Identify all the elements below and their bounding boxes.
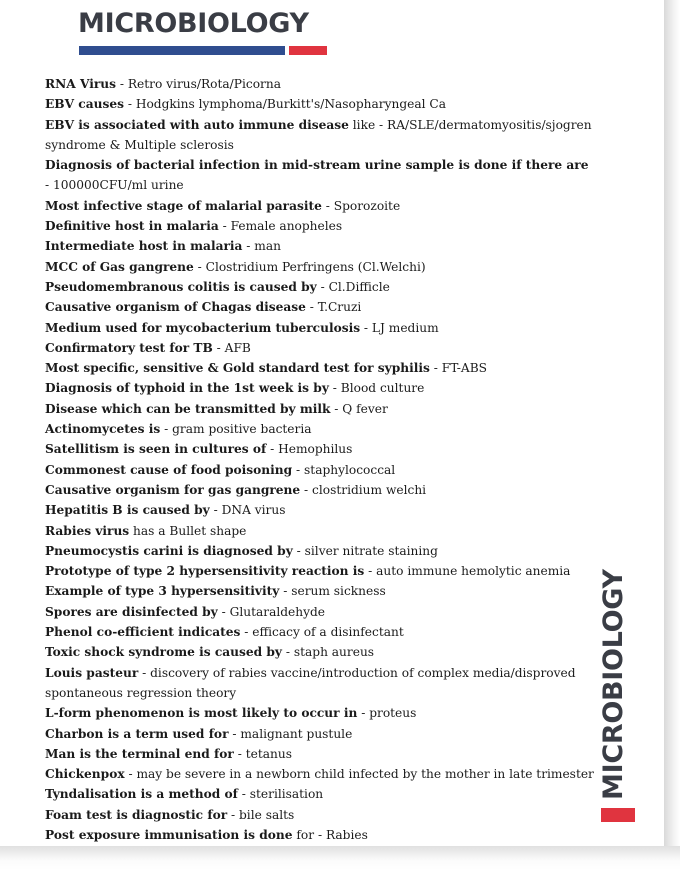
fact-answer: - silver nitrate staining	[292, 543, 438, 558]
fact-answer: like - RA/SLE/dermatomyositis/sjogren	[348, 117, 592, 132]
fact-line	[45, 541, 605, 561]
page-edge-right	[664, 0, 680, 870]
fact-continuation: syndrome & Multiple sclerosis	[45, 137, 234, 152]
fact-term: Satellitism is seen in cultures of	[45, 442, 267, 457]
fact-answer: - Q fever	[330, 401, 388, 416]
fact-line	[45, 561, 605, 581]
fact-term: Medium used for mycobacterium tuberculosis	[45, 320, 361, 335]
fact-term: Hepatitis B is caused by	[45, 503, 210, 518]
fact-line	[45, 764, 605, 784]
fact-line	[45, 257, 605, 277]
fact-line	[45, 663, 605, 683]
fact-term: Foam test is diagnostic for	[45, 807, 228, 822]
fact-answer: - tetanus	[233, 746, 292, 761]
fact-term: Rabies virus	[45, 523, 130, 538]
fact-answer: - Female anopheles	[218, 219, 343, 234]
fact-term: Causative organism of Chagas disease	[45, 300, 306, 315]
fact-line	[45, 74, 605, 94]
fact-answer: - efficacy of a disinfectant	[240, 625, 404, 640]
fact-term: Pseudomembranous colitis is caused by	[45, 279, 317, 294]
fact-line	[45, 236, 605, 256]
fact-line	[45, 703, 605, 723]
title-underline-blue	[79, 46, 285, 55]
fact-term: Most infective stage of malarial parasite	[45, 198, 322, 213]
fact-answer: - discovery of rabies vaccine/introduction of complex media/disproved	[138, 665, 576, 680]
fact-answer: - Cl.Difficle	[316, 279, 390, 294]
fact-answer: - Clostridium Perfringens (Cl.Welchi)	[193, 259, 426, 274]
fact-line	[45, 784, 605, 804]
title-underline-red	[289, 46, 327, 55]
fact-line	[45, 115, 605, 135]
page-edge-bottom	[0, 846, 680, 870]
fact-term: Definitive host in malaria	[45, 219, 219, 234]
fact-term: Actinomycetes is	[45, 422, 161, 437]
fact-line	[45, 196, 605, 216]
fact-line	[45, 216, 605, 236]
fact-term: Confirmatory test for TB	[45, 340, 213, 355]
fact-answer: - Hemophilus	[266, 442, 353, 457]
fact-answer: - auto immune hemolytic anemia	[364, 564, 571, 579]
fact-term: Charbon is a term used for	[45, 726, 229, 741]
fact-answer: - Retro virus/Rota/Picorna	[115, 77, 281, 91]
fact-term: Prototype of type 2 hypersensitivity reaction is	[45, 564, 365, 579]
fact-answer: - gram positive bacteria	[160, 422, 312, 437]
fact-answer: - man	[242, 239, 281, 254]
fact-answer: - T.Cruzi	[305, 300, 362, 315]
fact-answer: - DNA virus	[209, 503, 286, 518]
fact-line	[45, 378, 605, 398]
fact-answer: - LJ medium	[360, 320, 439, 335]
fact-term: Example of type 3 hypersensitivity	[45, 584, 280, 599]
fact-continuation: spontaneous regression theory	[45, 685, 237, 700]
fact-line	[45, 399, 605, 419]
fact-line	[45, 480, 605, 500]
fact-answer: - Hodgkins lymphoma/Burkitt's/Nasopharyngeal Ca	[123, 97, 446, 112]
fact-answer: - Glutaraldehyde	[217, 604, 325, 619]
fact-line	[45, 724, 605, 744]
fact-line	[45, 338, 605, 358]
fact-line	[45, 318, 605, 338]
fact-line	[45, 419, 605, 439]
fact-line	[45, 744, 605, 764]
fact-answer: - may be severe in a newborn child infected by the mother in late trimester	[124, 767, 594, 782]
fact-term: Diagnosis of typhoid in the 1st week is by	[45, 381, 329, 396]
fact-term: Tyndalisation is a method of	[45, 787, 238, 802]
fact-term: Louis pasteur	[45, 665, 139, 680]
fact-term: EBV causes	[45, 97, 124, 112]
fact-line	[45, 622, 605, 642]
side-accent-bar	[601, 808, 635, 822]
fact-term: MCC of Gas gangrene	[45, 259, 194, 274]
fact-term: Diagnosis of bacterial infection in mid-stream urine sample is done if there are	[45, 158, 589, 173]
fact-term: Spores are disinfected by	[45, 604, 218, 619]
fact-answer: - sterilisation	[237, 787, 324, 802]
fact-term: Most specific, sensitive & Gold standard test for syphilis	[45, 361, 430, 376]
fact-line	[45, 439, 605, 459]
fact-line	[45, 825, 605, 845]
fact-term: Chickenpox	[45, 767, 125, 782]
fact-term: Causative organism for gas gangrene	[45, 482, 301, 497]
fact-answer: - Sporozoite	[321, 198, 401, 213]
fact-answer: for - Rabies	[292, 827, 368, 842]
fact-answer: - staph aureus	[281, 645, 375, 660]
page-title: MICROBIOLOGY	[78, 8, 309, 39]
fact-answer: - FT-ABS	[429, 361, 487, 376]
fact-answer: - AFB	[212, 340, 251, 355]
fact-line	[45, 521, 605, 541]
side-vertical-title: MICROBIOLOGY	[598, 569, 629, 800]
fact-line	[45, 500, 605, 520]
fact-term: Disease which can be transmitted by milk	[45, 401, 331, 416]
fact-line	[45, 642, 605, 662]
fact-continuation: - 100000CFU/ml urine	[45, 178, 184, 193]
fact-term: Post exposure immunisation is done	[45, 827, 293, 842]
fact-line	[45, 805, 605, 825]
fact-term: RNA Virus	[45, 77, 116, 91]
fact-line	[45, 581, 605, 601]
fact-line	[45, 460, 605, 480]
fact-answer: - Blood culture	[328, 381, 425, 396]
fact-answer: has a Bullet shape	[129, 523, 247, 538]
fact-term: Phenol co-efficient indicates	[45, 625, 241, 640]
facts-list	[45, 74, 605, 845]
fact-term: Pneumocystis carini is diagnosed by	[45, 543, 293, 558]
fact-term: Toxic shock syndrome is caused by	[45, 645, 282, 660]
fact-answer: - proteus	[357, 706, 417, 721]
fact-line	[45, 358, 605, 378]
fact-line	[45, 94, 605, 114]
fact-term: Man is the terminal end for	[45, 746, 234, 761]
fact-answer: - staphylococcal	[292, 462, 396, 477]
fact-line	[45, 155, 605, 175]
fact-answer: - malignant pustule	[228, 726, 353, 741]
fact-term: EBV is associated with auto immune disease	[45, 117, 349, 132]
fact-answer: - clostridium welchi	[300, 482, 427, 497]
fact-line	[45, 277, 605, 297]
fact-line	[45, 297, 605, 317]
fact-line	[45, 602, 605, 622]
fact-answer: - bile salts	[227, 807, 295, 822]
fact-term: L-form phenomenon is most likely to occur in	[45, 706, 358, 721]
fact-term: Commonest cause of food poisoning	[45, 462, 293, 477]
fact-answer: - serum sickness	[279, 584, 386, 599]
fact-term: Intermediate host in malaria	[45, 239, 243, 254]
